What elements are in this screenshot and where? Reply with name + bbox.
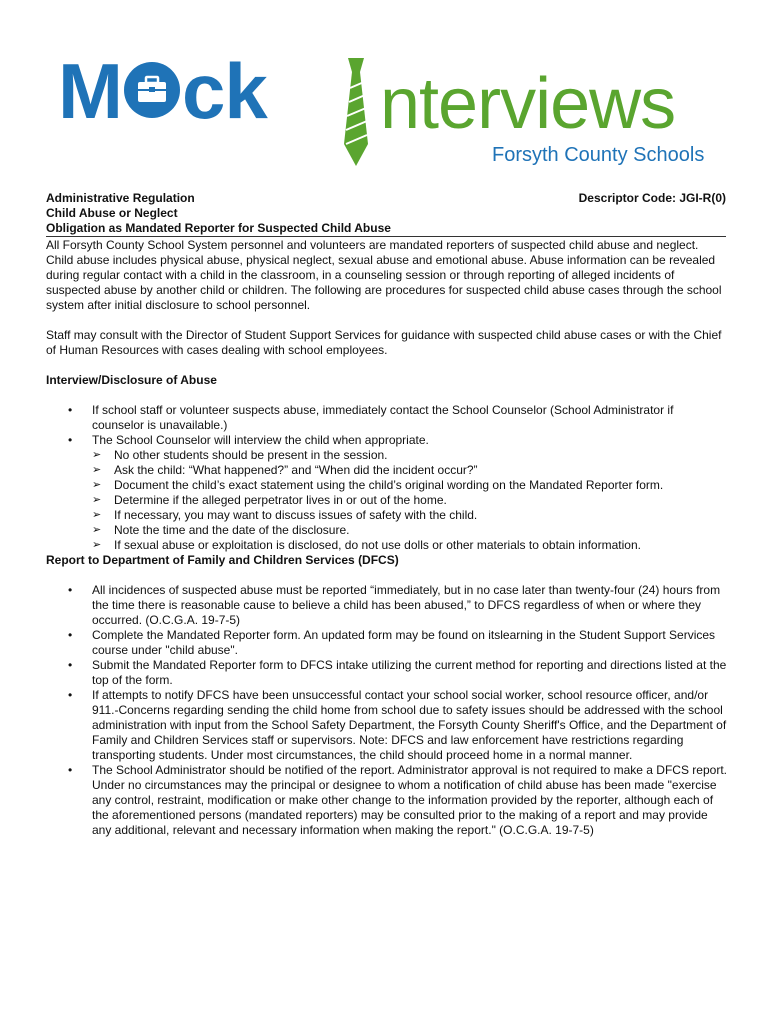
list-item: • If attempts to notify DFCS have been unsuccessful contact your school social worker, school resource officer, and/or 911.-Concerns regarding sending the child home from school due to safety issues should be addressed with the school administration with input from the School Safety Department, the Forsyth County Sheriff's Office, and the Department of Family and Children Services staff or supervisors. Note: DFCS and law enforcement have restrictions regarding transporting students. Under most circumstances, the child should proceed home in a normal manner. [68, 688, 727, 762]
interview-arrow-list [46, 448, 728, 553]
document-body [46, 238, 728, 838]
interview-bullet-list [46, 403, 728, 448]
intro-paragraph-1: All Forsyth County School System personnel and volunteers are mandated reporters of suspected child abuse and neglect. Child abuse includes physical abuse, physical neglect, sexual abuse and emotional abuse. Abuse information can be revealed during regular contact with a child in the classroom, in a counseling session or through reporting of alleged incidents of suspected abuse by another child or children. The following are procedures for suspected child abuse cases through the school system after initial disclosure to school personnel. [46, 238, 722, 312]
list-item: • If school staff or volunteer suspects abuse, immediately contact the School Counselor (School Administrator if counselor is unavailable.) [68, 403, 674, 432]
arrow-bullet-icon: ➢ [92, 449, 102, 461]
descriptor-code: Descriptor Code: JGI-R(0) [578, 191, 726, 205]
arrow-bullet-icon: ➢ [92, 509, 102, 521]
list-item: ➢ Document the child’s exact statement using the child’s original wording on the Mandated Reporter form. [92, 478, 664, 492]
arrow-bullet-icon: ➢ [92, 494, 102, 506]
bullet-icon: • [68, 583, 73, 597]
bullet-icon: • [68, 763, 73, 777]
arrow-bullet-icon: ➢ [92, 524, 102, 536]
list-item: • The School Administrator should be notified of the report. Administrator approval is not required to make a DFCS report. Under no circumstances may the principal or designee to whom a notification of child abuse has been made "exercise any control, restraint, modification or make other change to the information provided by the reporter, although each of the aforementioned persons (mandated reporters) may be consulted prior to the making of a report and may provide any additional, relevant and necessary information when making the report." (O.C.G.A. 19-7-5) [68, 763, 727, 837]
arrow-bullet-icon: ➢ [92, 539, 102, 551]
header-divider [46, 236, 726, 237]
logo-mock-ck: ck [181, 47, 267, 135]
logo-interviews-word: nterviews [380, 64, 676, 144]
dfcs-bullet-list [46, 583, 728, 838]
bullet-icon: • [68, 688, 73, 702]
list-item: ➢ Ask the child: “What happened?” and “When did the incident occur?” [92, 463, 478, 477]
briefcase-icon [124, 62, 180, 118]
list-item: • All incidences of suspected abuse must be reported “immediately, but in no case later than twenty-four (24) hours from the time there is reasonable cause to believe a child has been abused,” to DFCS regardless of when or where they occurred. (O.C.G.A. 19-7-5) [68, 583, 721, 627]
bullet-icon: • [68, 658, 73, 672]
logo-interviews-text [380, 64, 676, 144]
logo-mock-text [58, 47, 267, 135]
tie-icon [342, 58, 370, 168]
list-item: ➢ Determine if the alleged perpetrator lives in or out of the home. [92, 493, 447, 507]
section-heading-interview: Interview/Disclosure of Abuse [46, 373, 217, 387]
arrow-bullet-icon: ➢ [92, 464, 102, 476]
header-line-2: Child Abuse or Neglect [46, 206, 178, 220]
list-item: ➢ If necessary, you may want to discuss issues of safety with the child. [92, 508, 478, 522]
list-item: • Submit the Mandated Reporter form to DFCS intake utilizing the current method for reporting and directions listed at the top of the form. [68, 658, 727, 687]
list-item: ➢ Note the time and the date of the disclosure. [92, 523, 350, 537]
section-heading-dfcs: Report to Department of Family and Children Services (DFCS) [46, 553, 399, 567]
list-item: • The School Counselor will interview the child when appropriate. [68, 433, 429, 447]
list-item: ➢ No other students should be present in the session. [92, 448, 388, 462]
logo-subtitle: Forsyth County Schools [492, 144, 705, 166]
list-item: • Complete the Mandated Reporter form. An updated form may be found on itslearning in the Student Support Services course under "child abuse". [68, 628, 716, 657]
header-line-1: Administrative Regulation [46, 191, 195, 205]
logo-mock-m: M [58, 47, 122, 135]
list-item: ➢ If sexual abuse or exploitation is disclosed, do not use dolls or other materials to obtain information. [92, 538, 641, 552]
arrow-bullet-icon: ➢ [92, 479, 102, 491]
intro-paragraph-2: Staff may consult with the Director of Student Support Services for guidance with suspected child abuse cases or with the Chief of Human Resources with cases dealing with school employees. [46, 328, 722, 357]
bullet-icon: • [68, 628, 73, 642]
mock-interviews-logo [58, 47, 728, 174]
bullet-icon: • [68, 433, 73, 447]
header-line-3: Obligation as Mandated Reporter for Suspected Child Abuse [46, 221, 391, 235]
bullet-icon: • [68, 403, 73, 417]
